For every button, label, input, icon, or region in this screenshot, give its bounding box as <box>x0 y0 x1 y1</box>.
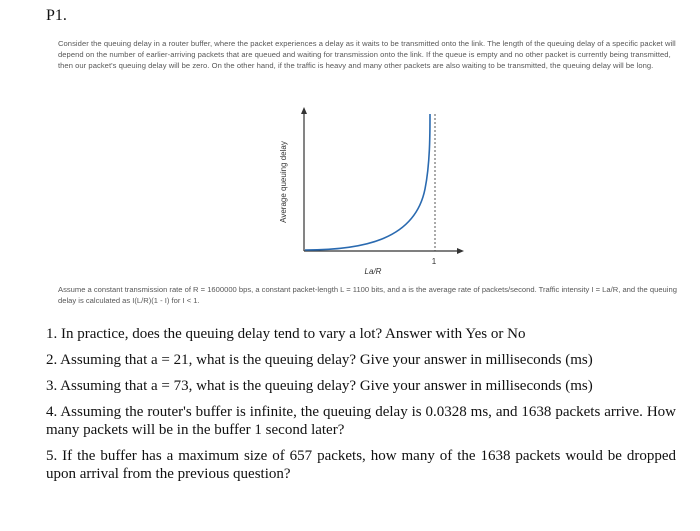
queuing-delay-graph <box>270 104 470 284</box>
question-list <box>46 325 676 491</box>
y-axis-label: Average queuing delay <box>279 141 288 223</box>
queuing-delay-figure <box>270 104 470 284</box>
question-5: 5. If the buffer has a maximum size of 657 packets, how many of the 1638 packets would be dropped upon arrival from the previous question? <box>46 448 676 482</box>
question-2: 2. Assuming that a = 21, what is the queuing delay? Give your answer in milliseconds (ms) <box>46 352 593 368</box>
intro-paragraph: Consider the queuing delay in a router buffer, where the packet experiences a delay as it waits to be transmitted onto the link. The length of the queuing delay of a specific packet will depend on the number of earlier-arriving packets that are queued and waiting for transmission onto the link. If the queue is empty and no other packet is currently being transmitted, then our packet's queuing delay will be zero. On the other hand, if the traffic is heavy and many other packets are also waiting to be transmitted, the queuing delay will be long. <box>58 39 676 70</box>
question-4: 4. Assuming the router's buffer is infinite, the queuing delay is 0.0328 ms, and 1638 packets arrive. How many packets will be in the buffer 1 second later? <box>46 404 676 438</box>
delay-curve <box>305 114 430 250</box>
question-3: 3. Assuming that a = 73, what is the queuing delay? Give your answer in milliseconds (ms) <box>46 378 593 394</box>
assumption-paragraph: Assume a constant transmission rate of R = 1600000 bps, a constant packet-length L = 1100 bits, and a is the average rate of packets/second. Traffic intensity I = La/R, and the queuing delay is calculated as I(L/R)(1 - I) for I < 1. <box>58 285 677 305</box>
x-tick-label: 1 <box>431 257 437 266</box>
x-axis-arrow <box>457 248 464 254</box>
problem-label: P1. <box>46 7 67 24</box>
x-axis-label: La/R <box>364 267 382 276</box>
y-axis-arrow <box>301 107 307 114</box>
question-1: 1. In practice, does the queuing delay tend to vary a lot? Answer with Yes or No <box>46 326 526 342</box>
